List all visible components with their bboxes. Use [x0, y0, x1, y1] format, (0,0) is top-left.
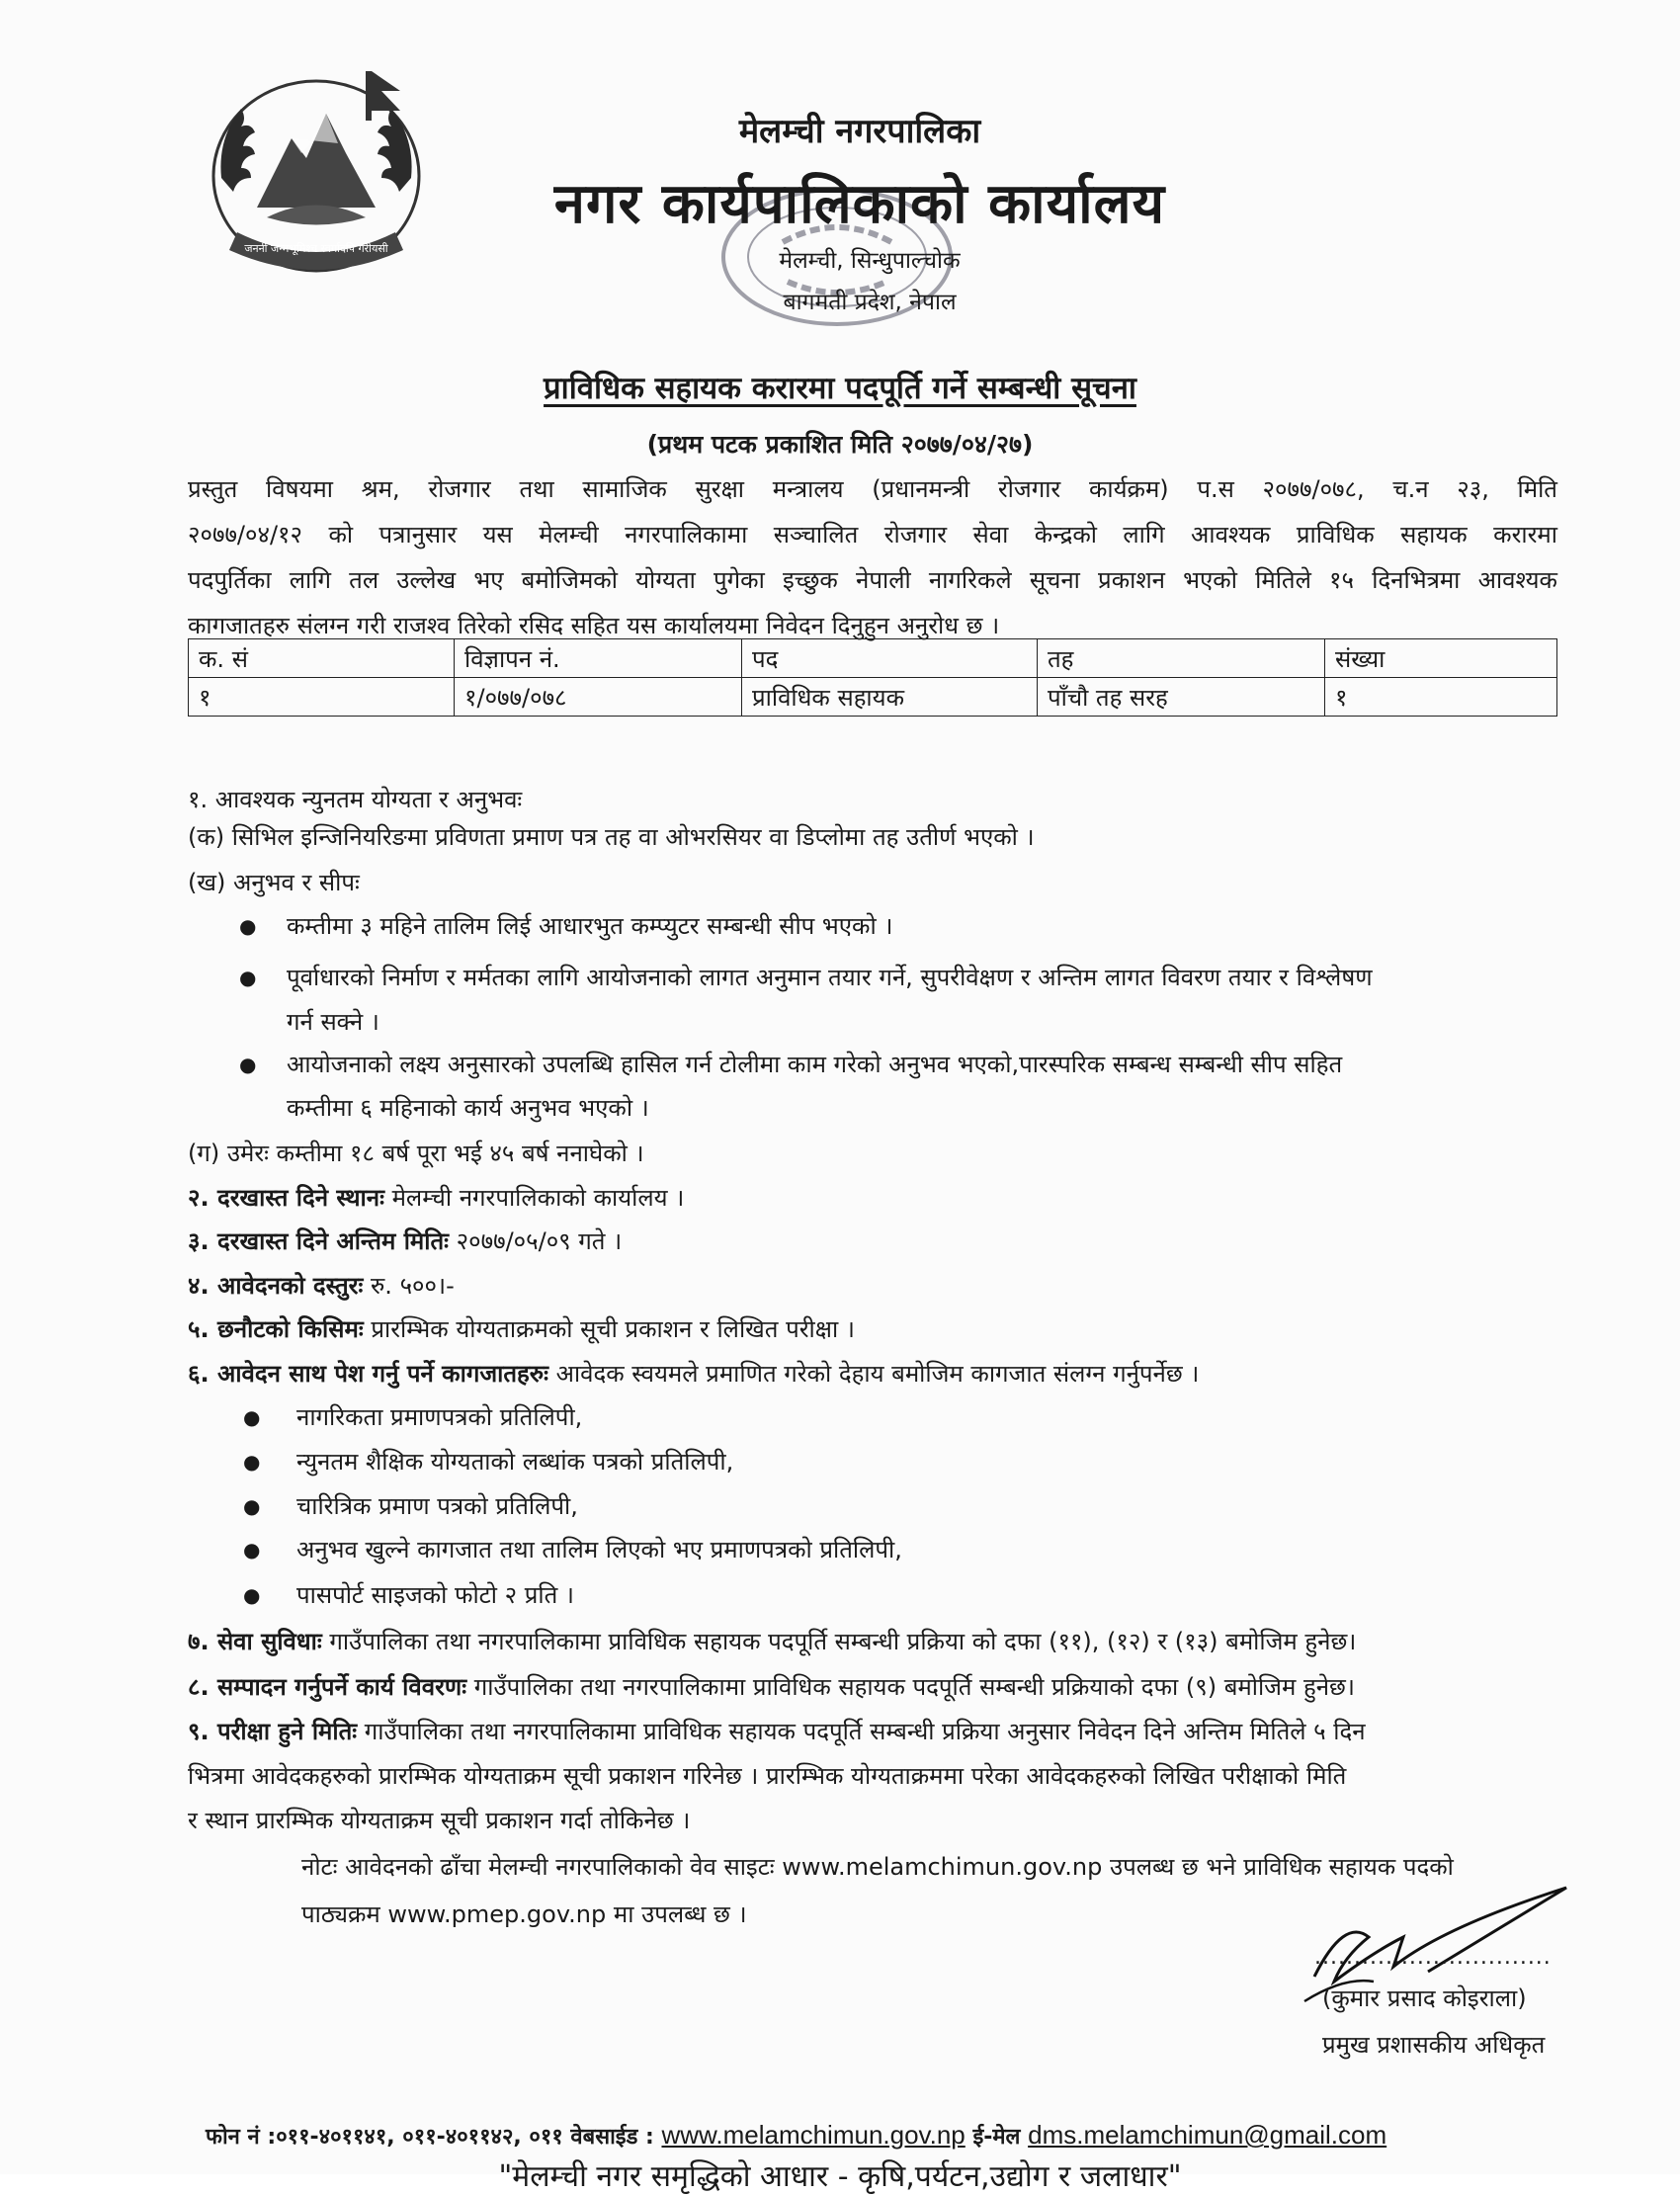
experience-item: पूर्वाधारको निर्माण र मर्मतका लागि आयोजनाको लागत अनुमान तयार गर्ने, सुपरीवेक्षण र अन्तिम लागत विवरण तयार र विश्लेषण — [287, 964, 1373, 991]
requirements-heading: १. आवश्यक न्युनतम योग्यता र अनुभवः — [188, 786, 523, 813]
application-fee — [188, 1269, 455, 1302]
experience-item: कम्तीमा ३ महिने तालिम लिई आधारभुत कम्प्युटर सम्बन्धी सीप भएको । — [287, 912, 893, 940]
phone-numbers: ०११-४०११४१, ०११-४०११४२, ०११ — [276, 2125, 563, 2150]
address-line1: मेलम्ची, सिन्धुपाल्चोक — [779, 248, 961, 274]
selection-method-value: प्रारम्भिक योग्यताक्रमको सूची प्रकाशन र लिखित परीक्षा । — [363, 1315, 855, 1343]
table-cell: १ — [189, 678, 455, 717]
intro-line: पदपुर्तिका लागि तल उल्लेख भए बमोजिमको योग्यता पुगेका इच्छुक नेपाली नागरिकले सूचना प्रकाशन भएको मितिले १५ दिनभित्रमा आवश्यक — [188, 566, 1557, 594]
bullet-icon: ● — [243, 1583, 261, 1607]
bullet-icon: ● — [239, 966, 257, 989]
email-link[interactable]: dms.melamchimun@gmail.com — [1028, 2120, 1387, 2150]
work-description-value: गाउँपालिका तथा नगरपालिकामा प्राविधिक सहायक पदपूर्ति सम्बन्धी प्रक्रियाको दफा (९) बमोजिम हुनेछ। — [466, 1673, 1355, 1701]
service-facility-label: ७. सेवा सुविधाः — [188, 1628, 322, 1655]
signatory-name: (कुमार प्रसाद कोइराला) — [1322, 1984, 1527, 2012]
table-row — [189, 678, 1557, 717]
document-item: नागरिकता प्रमाणपत्रको प्रतिलिपी, — [296, 1403, 583, 1431]
intro-line: प्रस्तुत विषयमा श्रम, रोजगार तथा सामाजिक सुरक्षा मन्त्रालय (प्रधानमन्त्री रोजगार कार्यक्रम) प.स २०७७/०७८, च.न २३, मिति — [188, 475, 1557, 503]
note-line1: नोटः आवेदनको ढाँचा मेलम्ची नगरपालिकाको वेव साइटः www.melamchimun.gov.np उपलब्ध छ भने प्राविधिक सहायक पदको — [301, 1853, 1454, 1881]
note-line2: पाठ्यक्रम www.pmep.gov.np मा उपलब्ध छ । — [301, 1900, 747, 1928]
application-deadline-value: २०७७/०५/०९ गते । — [449, 1227, 623, 1255]
table-cell: पाँचौ तह सरह — [1038, 678, 1325, 717]
vacancy-table — [188, 638, 1557, 717]
bullet-icon: ● — [239, 914, 257, 938]
experience-item: आयोजनाको लक्ष्य अनुसारको उपलब्धि हासिल गर्न टोलीमा काम गरेको अनुभव भएको,पारस्परिक सम्बन्ध सम्बन्धी सीप सहित — [287, 1051, 1343, 1078]
office-name: नगर कार्यपालिकाको कार्यालय — [553, 172, 1166, 236]
bullet-icon: ● — [243, 1450, 261, 1474]
municipality-name: मेलम्ची नगरपालिका — [738, 112, 981, 151]
table-cell: १/०७७/०७८ — [455, 678, 742, 717]
exam-date-value: गाउँपालिका तथा नगरपालिकामा प्राविधिक सहायक पदपूर्ति सम्बन्धी प्रक्रिया अनुसार निवेदन दिने अन्तिम मितिले ५ दिन — [357, 1718, 1366, 1745]
table-header-cell: संख्या — [1325, 639, 1557, 678]
table-cell: १ — [1325, 678, 1557, 717]
notice-title: प्राविधिक सहायक करारमा पदपूर्ति गर्ने सम्बन्धी सूचना — [544, 371, 1136, 406]
application-place — [188, 1181, 684, 1214]
application-fee-value: रु. ५००।- — [363, 1272, 455, 1300]
intro-line: २०७७/०४/१२ को पत्रानुसार यस मेलम्ची नगरपालिकामा सञ्चालित रोजगार सेवा केन्द्रको लागि आवश्यक प्राविधिक सहायक करारमा — [188, 521, 1557, 549]
website-link[interactable]: www.melamchimun.gov.np — [661, 2120, 966, 2150]
application-deadline-label: ३. दरखास्त दिने अन्तिम मितिः — [188, 1227, 450, 1255]
required-documents — [188, 1357, 1199, 1390]
exam-date — [188, 1715, 1366, 1747]
exam-date-line2: भित्रमा आवेदकहरुको प्रारम्भिक योग्यताक्रम सूची प्रकाशन गरिनेछ । प्रारम्भिक योग्यताक्रममा परेका आवेदकहरुको लिखित परीक्षाको मिति — [188, 1762, 1347, 1790]
table-cell: प्राविधिक सहायक — [742, 678, 1038, 717]
table-header-cell: विज्ञापन नं. — [455, 639, 742, 678]
application-fee-label: ४. आवेदनको दस्तुरः — [188, 1272, 364, 1300]
exam-date-line3: र स्थान प्रारम्भिक योग्यताक्रम सूची प्रकाशन गर्दा तोकिनेछ । — [188, 1807, 691, 1834]
application-place-value: मेलम्ची नगरपालिकाको कार्यालय । — [383, 1184, 685, 1212]
table-header-cell: तह — [1038, 639, 1325, 678]
age-requirement: (ग) उमेरः कम्तीमा १८ बर्ष पूरा भई ४५ बर्ष ननाघेको । — [188, 1140, 644, 1167]
address-line2: बागमती प्रदेश, नेपाल — [783, 290, 957, 315]
exam-date-label: ९. परीक्षा हुने मितिः — [188, 1718, 358, 1745]
bullet-icon: ● — [243, 1538, 261, 1562]
bullet-icon: ● — [243, 1494, 261, 1518]
bullet-icon: ● — [239, 1053, 257, 1076]
phone-label: फोन नं : — [206, 2125, 277, 2150]
work-description-label: ८. सम्पादन गर्नुपर्ने कार्य विवरणः — [188, 1673, 467, 1701]
table-header-cell: पद — [742, 639, 1038, 678]
publish-date: (प्रथम पटक प्रकाशित मिति २०७७/०४/२७) — [646, 430, 1034, 459]
service-facility-value: गाउँपालिका तथा नगरपालिकामा प्राविधिक सहायक पदपूर्ति सम्बन्धी प्रक्रिया को दफा (११), (१२) र (१३) बमोजिम हुनेछ। — [321, 1628, 1357, 1655]
work-description — [188, 1670, 1355, 1703]
footer-contact — [206, 2120, 1386, 2151]
document-item: न्युनतम शैक्षिक योग्यताको लब्धांक पत्रको प्रतिलिपी, — [296, 1448, 734, 1476]
experience-item-cont: कम्तीमा ६ महिनाको कार्य अनुभव भएको । — [287, 1094, 649, 1122]
selection-method — [188, 1312, 855, 1345]
required-documents-label: ६. आवेदन साथ पेश गर्नु पर्ने कागजातहरुः — [188, 1360, 548, 1388]
signature-line: .............................. — [1314, 1945, 1552, 1970]
document-item: चारित्रिक प्रमाण पत्रको प्रतिलिपी, — [296, 1492, 578, 1520]
table-header-row — [189, 639, 1557, 678]
footer-slogan: "मेलम्ची नगर समृद्धिको आधार - कृषि,पर्यटन,उद्योग र जलाधार" — [498, 2159, 1182, 2194]
website-label: वेबसाईड : — [562, 2125, 662, 2150]
table-header-cell: क. सं — [189, 639, 455, 678]
qualification-text: (क) सिभिल इन्जिनियरिङमा प्रविणता प्रमाण पत्र तह वा ओभरसियर वा डिप्लोमा तह उतीर्ण भएको । — [188, 823, 1035, 851]
application-deadline — [188, 1224, 622, 1257]
experience-heading: (ख) अनुभव र सीपः — [188, 869, 360, 896]
experience-item-cont: गर्न सक्ने । — [287, 1008, 379, 1036]
application-place-label: २. दरखास्त दिने स्थानः — [188, 1184, 384, 1212]
emblem-motto: जननी जन्मभूमिश्च स्वर्गादपि गरीयसी — [244, 242, 388, 255]
document-item: अनुभव खुल्ने कागजात तथा तालिम लिएको भए प्रमाणपत्रको प्रतिलिपी, — [296, 1536, 902, 1563]
bullet-icon: ● — [243, 1405, 261, 1429]
intro-line: कागजातहरु संलग्न गरी राजश्व तिरेको रसिद सहित यस कार्यालयमा निवेदन दिनुहुन अनुरोध छ । — [188, 612, 1000, 639]
selection-method-label: ५. छनौटको किसिमः — [188, 1315, 364, 1343]
document-item: पासपोर्ट साइजको फोटो २ प्रति । — [296, 1581, 574, 1609]
intro-paragraph — [188, 466, 1557, 648]
required-documents-value: आवेदक स्वयमले प्रमाणित गरेको देहाय बमोजिम कागजात संलग्न गर्नुपर्नेछ । — [548, 1360, 1200, 1388]
service-facility — [188, 1625, 1356, 1657]
signatory-designation: प्रमुख प्रशासकीय अधिकृत — [1322, 2031, 1546, 2059]
email-label: ई-मेल — [965, 2125, 1029, 2150]
